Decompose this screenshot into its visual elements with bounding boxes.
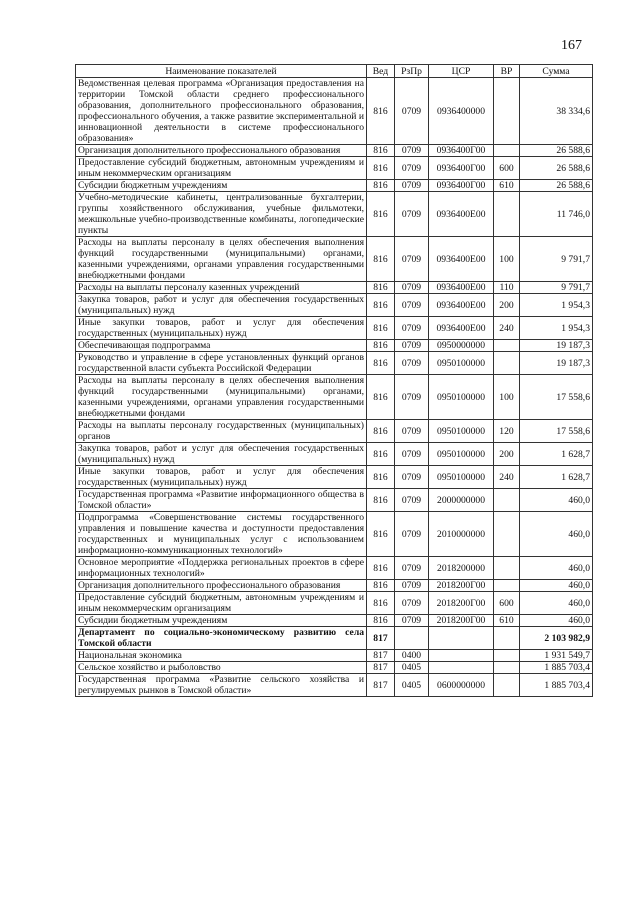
row-rzpr-cell: 0709 (395, 78, 429, 145)
row-name-cell: Иные закупки товаров, работ и услуг для обеспечения государственных (муниципальных) нужд (76, 317, 367, 340)
row-sum-cell: 460,0 (520, 615, 593, 627)
row-rzpr-cell: 0709 (395, 443, 429, 466)
row-name-cell: Основное мероприятие «Поддержка региональных проектов в сфере информационных технологий» (76, 557, 367, 580)
row-vr-cell: 200 (494, 294, 520, 317)
row-rzpr-cell: 0709 (395, 420, 429, 443)
row-name-cell: Расходы на выплаты персоналу в целях обеспечения выполнения функций государственными (муниципальными) органами, казенными учреждениями, органами управления государственными внебюджетными фондами (76, 375, 367, 420)
row-ved-cell: 816 (367, 557, 395, 580)
row-ved-cell: 816 (367, 157, 395, 180)
row-rzpr-cell: 0709 (395, 489, 429, 512)
row-rzpr-cell: 0709 (395, 282, 429, 294)
row-vr-cell: 600 (494, 157, 520, 180)
row-csr-cell: 0936400Е00 (429, 294, 494, 317)
row-ved-cell: 816 (367, 443, 395, 466)
row-csr-cell: 0936400Г00 (429, 157, 494, 180)
row-csr-cell: 0936400Е00 (429, 237, 494, 282)
row-rzpr-cell: 0400 (395, 650, 429, 662)
row-sum-cell: 1 931 549,7 (520, 650, 593, 662)
table-row (76, 157, 593, 180)
row-ved-cell: 816 (367, 317, 395, 340)
table-row (76, 78, 593, 145)
row-ved-cell: 816 (367, 294, 395, 317)
row-csr-cell: 0936400Г00 (429, 145, 494, 157)
table-row (76, 580, 593, 592)
header-csr: ЦСР (429, 65, 494, 78)
row-ved-cell: 816 (367, 145, 395, 157)
row-name-cell: Учебно-методические кабинеты, централизованные бухгалтерии, группы хозяйственного обслуживания, учебные фильмотеки, межшкольные учебно-производственные комбинаты, логопедические пункты (76, 192, 367, 237)
table-header-row (76, 65, 593, 78)
row-vr-cell (494, 352, 520, 375)
row-csr-cell: 2018200000 (429, 557, 494, 580)
row-name-cell: Расходы на выплаты персоналу в целях обеспечения выполнения функций государственными (муниципальными) органами, казенными учреждениями, органами управления государственными внебюджетными фондами (76, 237, 367, 282)
row-rzpr-cell: 0405 (395, 662, 429, 674)
row-ved-cell: 816 (367, 592, 395, 615)
row-csr-cell: 0950100000 (429, 375, 494, 420)
table-row (76, 294, 593, 317)
row-csr-cell: 2018200Г00 (429, 592, 494, 615)
row-vr-cell (494, 557, 520, 580)
table-row (76, 340, 593, 352)
row-csr-cell: 0950000000 (429, 340, 494, 352)
row-rzpr-cell: 0709 (395, 340, 429, 352)
row-rzpr-cell: 0709 (395, 294, 429, 317)
row-ved-cell: 816 (367, 180, 395, 192)
row-sum-cell: 1 954,3 (520, 294, 593, 317)
row-name-cell: Обеспечивающая подпрограмма (76, 340, 367, 352)
row-name-cell: Подпрограмма «Совершенствование системы государственного управления и повышение качества и доступности предоставления государственных и муниципальных услуг с использованием информационно-коммуникационных технологий» (76, 512, 367, 557)
table-row (76, 557, 593, 580)
row-csr-cell: 0936400Е00 (429, 192, 494, 237)
row-csr-cell: 0936400Е00 (429, 317, 494, 340)
table-row (76, 674, 593, 697)
table-row (76, 615, 593, 627)
row-vr-cell: 100 (494, 237, 520, 282)
row-rzpr-cell: 0709 (395, 157, 429, 180)
table-row (76, 180, 593, 192)
row-ved-cell: 816 (367, 420, 395, 443)
row-ved-cell: 816 (367, 489, 395, 512)
table-row (76, 443, 593, 466)
row-csr-cell: 2010000000 (429, 512, 494, 557)
row-vr-cell (494, 489, 520, 512)
row-sum-cell: 1 628,7 (520, 466, 593, 489)
row-vr-cell: 120 (494, 420, 520, 443)
row-rzpr-cell: 0709 (395, 375, 429, 420)
row-name-cell: Расходы на выплаты персоналу государственных (муниципальных) органов (76, 420, 367, 443)
header-vr: ВР (494, 65, 520, 78)
row-csr-cell: 2018200Г00 (429, 580, 494, 592)
table-row (76, 650, 593, 662)
row-rzpr-cell: 0709 (395, 592, 429, 615)
row-rzpr-cell (395, 627, 429, 650)
row-vr-cell: 200 (494, 443, 520, 466)
budget-table (75, 64, 593, 697)
table-row (76, 237, 593, 282)
row-name-cell: Предоставление субсидий бюджетным, автономным учреждениям и иным некоммерческим организациям (76, 157, 367, 180)
row-ved-cell: 816 (367, 78, 395, 145)
row-rzpr-cell: 0709 (395, 317, 429, 340)
row-vr-cell (494, 662, 520, 674)
table-row (76, 282, 593, 294)
table-row (76, 512, 593, 557)
header-rzpr: РзПр (395, 65, 429, 78)
row-ved-cell: 816 (367, 580, 395, 592)
row-csr-cell: 0950100000 (429, 420, 494, 443)
table-row (76, 662, 593, 674)
row-ved-cell: 817 (367, 662, 395, 674)
header-sum: Сумма (520, 65, 593, 78)
row-sum-cell: 1 885 703,4 (520, 662, 593, 674)
row-ved-cell: 817 (367, 650, 395, 662)
row-csr-cell: 2018200Г00 (429, 615, 494, 627)
table-row (76, 317, 593, 340)
row-sum-cell: 17 558,6 (520, 375, 593, 420)
row-csr-cell: 0936400Г00 (429, 180, 494, 192)
row-sum-cell: 11 746,0 (520, 192, 593, 237)
row-sum-cell: 19 187,3 (520, 340, 593, 352)
row-sum-cell: 1 954,3 (520, 317, 593, 340)
row-sum-cell: 1 885 703,4 (520, 674, 593, 697)
row-sum-cell: 38 334,6 (520, 78, 593, 145)
row-ved-cell: 816 (367, 466, 395, 489)
row-vr-cell (494, 78, 520, 145)
row-sum-cell: 26 588,6 (520, 157, 593, 180)
row-vr-cell (494, 512, 520, 557)
row-ved-cell: 816 (367, 375, 395, 420)
row-vr-cell (494, 192, 520, 237)
row-csr-cell: 0950100000 (429, 466, 494, 489)
row-name-cell: Национальная экономика (76, 650, 367, 662)
row-name-cell: Государственная программа «Развитие сельского хозяйства и регулируемых рынков в Томской области» (76, 674, 367, 697)
table-row (76, 592, 593, 615)
row-sum-cell: 17 558,6 (520, 420, 593, 443)
table-row (76, 420, 593, 443)
row-vr-cell (494, 145, 520, 157)
row-sum-cell: 26 588,6 (520, 180, 593, 192)
row-ved-cell: 817 (367, 627, 395, 650)
row-name-cell: Закупка товаров, работ и услуг для обеспечения государственных (муниципальных) нужд (76, 294, 367, 317)
table-row (76, 466, 593, 489)
row-rzpr-cell: 0405 (395, 674, 429, 697)
row-vr-cell: 240 (494, 317, 520, 340)
row-sum-cell: 460,0 (520, 489, 593, 512)
row-sum-cell: 1 628,7 (520, 443, 593, 466)
page-number: 167 (561, 38, 582, 53)
row-csr-cell: 0600000000 (429, 674, 494, 697)
row-vr-cell (494, 674, 520, 697)
row-vr-cell: 110 (494, 282, 520, 294)
row-sum-cell: 2 103 982,9 (520, 627, 593, 650)
header-ved: Вед (367, 65, 395, 78)
row-csr-cell: 0936400000 (429, 78, 494, 145)
row-name-cell: Государственная программа «Развитие информационного общества в Томской области» (76, 489, 367, 512)
row-rzpr-cell: 0709 (395, 557, 429, 580)
row-vr-cell (494, 580, 520, 592)
row-vr-cell (494, 650, 520, 662)
row-ved-cell: 816 (367, 237, 395, 282)
row-sum-cell: 460,0 (520, 592, 593, 615)
row-rzpr-cell: 0709 (395, 512, 429, 557)
row-name-cell: Департамент по социально-экономическому развитию села Томской области (76, 627, 367, 650)
row-sum-cell: 19 187,3 (520, 352, 593, 375)
row-rzpr-cell: 0709 (395, 145, 429, 157)
row-rzpr-cell: 0709 (395, 466, 429, 489)
row-vr-cell: 610 (494, 615, 520, 627)
row-name-cell: Предоставление субсидий бюджетным, автономным учреждениям и иным некоммерческим организациям (76, 592, 367, 615)
row-sum-cell: 9 791,7 (520, 282, 593, 294)
row-vr-cell (494, 340, 520, 352)
table-row (76, 627, 593, 650)
row-sum-cell: 9 791,7 (520, 237, 593, 282)
row-rzpr-cell: 0709 (395, 180, 429, 192)
row-vr-cell: 240 (494, 466, 520, 489)
row-vr-cell: 610 (494, 180, 520, 192)
row-csr-cell (429, 650, 494, 662)
row-vr-cell: 100 (494, 375, 520, 420)
row-name-cell: Субсидии бюджетным учреждениям (76, 180, 367, 192)
row-name-cell: Организация дополнительного профессионального образования (76, 145, 367, 157)
row-ved-cell: 816 (367, 192, 395, 237)
row-sum-cell: 26 588,6 (520, 145, 593, 157)
row-ved-cell: 817 (367, 674, 395, 697)
row-name-cell: Субсидии бюджетным учреждениям (76, 615, 367, 627)
row-name-cell: Организация дополнительного профессионального образования (76, 580, 367, 592)
table-row (76, 352, 593, 375)
row-name-cell: Расходы на выплаты персоналу казенных учреждений (76, 282, 367, 294)
row-sum-cell: 460,0 (520, 580, 593, 592)
row-rzpr-cell: 0709 (395, 580, 429, 592)
row-csr-cell (429, 627, 494, 650)
row-name-cell: Ведомственная целевая программа «Организация предоставления на территории Томской области среднего профессионального образования, дополнительного профессионального образования, профессионального обучения, а также развитие экспериментальной и инновационной деятельности в системе профессионального образования» (76, 78, 367, 145)
table-row (76, 489, 593, 512)
table-row (76, 145, 593, 157)
row-name-cell: Руководство и управление в сфере установленных функций органов государственной власти субъекта Российской Федерации (76, 352, 367, 375)
row-rzpr-cell: 0709 (395, 237, 429, 282)
row-name-cell: Иные закупки товаров, работ и услуг для обеспечения государственных (муниципальных) нужд (76, 466, 367, 489)
row-csr-cell: 0950100000 (429, 443, 494, 466)
row-ved-cell: 816 (367, 340, 395, 352)
row-ved-cell: 816 (367, 352, 395, 375)
header-name: Наименование показателей (76, 65, 367, 78)
row-ved-cell: 816 (367, 615, 395, 627)
row-vr-cell (494, 627, 520, 650)
table-row (76, 375, 593, 420)
row-rzpr-cell: 0709 (395, 352, 429, 375)
row-name-cell: Сельское хозяйство и рыболовство (76, 662, 367, 674)
row-csr-cell: 0936400Е00 (429, 282, 494, 294)
row-vr-cell: 600 (494, 592, 520, 615)
row-csr-cell: 0950100000 (429, 352, 494, 375)
row-sum-cell: 460,0 (520, 512, 593, 557)
row-csr-cell: 2000000000 (429, 489, 494, 512)
row-sum-cell: 460,0 (520, 557, 593, 580)
row-name-cell: Закупка товаров, работ и услуг для обеспечения государственных (муниципальных) нужд (76, 443, 367, 466)
row-rzpr-cell: 0709 (395, 615, 429, 627)
row-ved-cell: 816 (367, 282, 395, 294)
row-csr-cell (429, 662, 494, 674)
row-rzpr-cell: 0709 (395, 192, 429, 237)
row-ved-cell: 816 (367, 512, 395, 557)
table-row (76, 192, 593, 237)
